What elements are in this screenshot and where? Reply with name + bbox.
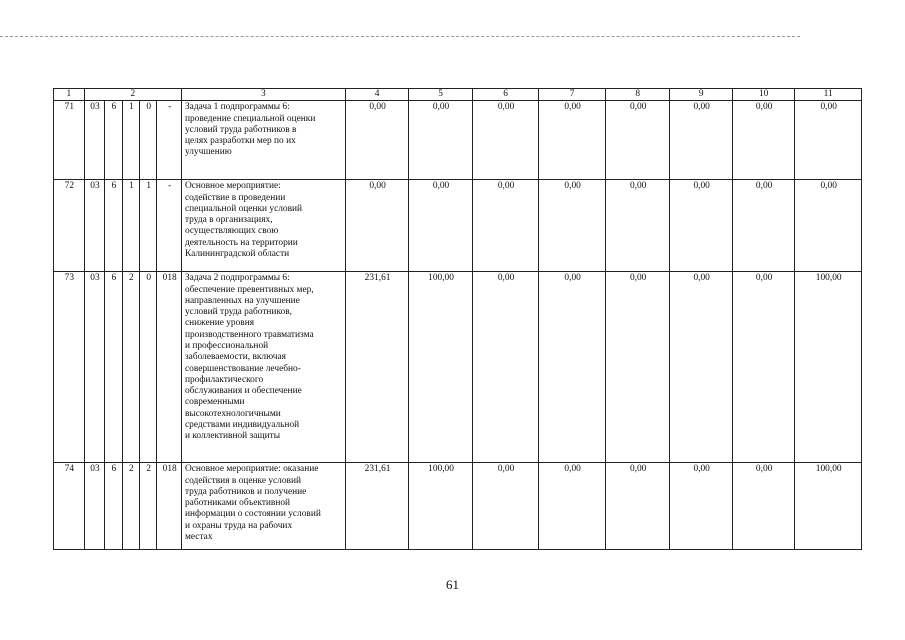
value-cell: 0,00 [472, 180, 539, 272]
code-part-cell: 018 [157, 272, 182, 463]
value-cell: 231,61 [345, 272, 408, 463]
code-part-cell: 1 [140, 180, 157, 272]
row-number-cell: 72 [54, 180, 85, 272]
row-number-cell: 74 [54, 463, 85, 550]
code-part-cell: 2 [140, 463, 157, 550]
value-cell: 0,00 [605, 180, 670, 272]
value-cell: 0,00 [605, 463, 670, 550]
table-row [54, 180, 862, 272]
header-cell-6: 6 [472, 89, 539, 101]
code-part-cell: 03 [84, 101, 104, 180]
header-cell-5: 5 [409, 89, 472, 101]
value-cell: 0,00 [472, 463, 539, 550]
code-part-cell: 2 [122, 463, 139, 550]
value-cell: 231,61 [345, 463, 408, 550]
code-part-cell: 1 [122, 180, 139, 272]
value-cell: 0,00 [345, 180, 408, 272]
header-cell-10: 10 [732, 89, 794, 101]
value-cell: 0,00 [472, 101, 539, 180]
code-part-cell: 1 [122, 101, 139, 180]
code-part-cell: 0 [140, 272, 157, 463]
row-number-cell: 71 [54, 101, 85, 180]
value-cell: 0,00 [732, 272, 794, 463]
value-cell: 0,00 [795, 101, 862, 180]
value-cell: 0,00 [670, 101, 732, 180]
code-part-cell: 2 [122, 272, 139, 463]
description-cell: Задача 2 подпрограммы 6: обеспечение превентивных мер, направленных на улучшение условий труда работников, снижение уровня производственного травматизма и профессиональной заболеваемости, включая совершенствование лечебно- профилактического обслуживания и обеспечение современными высокотехнологичными средствами индивидуальной и коллективной защиты [181, 272, 345, 463]
value-cell: 0,00 [670, 463, 732, 550]
value-cell: 0,00 [539, 272, 606, 463]
table-row [54, 101, 862, 180]
code-part-cell: 03 [84, 463, 104, 550]
code-part-cell: - [157, 180, 182, 272]
code-part-cell: 03 [84, 272, 104, 463]
value-cell: 100,00 [409, 272, 472, 463]
code-part-cell: - [157, 101, 182, 180]
header-cell-7: 7 [539, 89, 606, 101]
value-cell: 0,00 [605, 101, 670, 180]
value-cell: 0,00 [539, 463, 606, 550]
value-cell: 0,00 [670, 180, 732, 272]
header-cell-1: 1 [54, 89, 85, 101]
value-cell: 100,00 [409, 463, 472, 550]
value-cell: 0,00 [409, 180, 472, 272]
page-number: 61 [446, 577, 459, 592]
value-cell: 0,00 [345, 101, 408, 180]
code-part-cell: 6 [105, 180, 122, 272]
top-divider [0, 36, 800, 37]
code-part-cell: 03 [84, 180, 104, 272]
table-row [54, 463, 862, 550]
value-cell: 0,00 [732, 101, 794, 180]
budget-table [53, 88, 862, 550]
header-row [54, 89, 862, 101]
header-cell-3: 3 [181, 89, 345, 101]
header-cell-9: 9 [670, 89, 732, 101]
value-cell: 100,00 [795, 463, 862, 550]
value-cell: 0,00 [539, 180, 606, 272]
description-cell: Основное мероприятие: оказание содействия в оценке условий труда работников и получение работниками объективной информации о состоянии условий и охраны труда на рабочих местах [181, 463, 345, 550]
code-part-cell: 018 [157, 463, 182, 550]
description-cell: Основное мероприятие: содействие в проведении специальной оценки условий труда в организациях, осуществляющих свою деятельность на территории Калининградской области [181, 180, 345, 272]
header-cell-4: 4 [345, 89, 408, 101]
value-cell: 0,00 [732, 180, 794, 272]
value-cell: 100,00 [795, 272, 862, 463]
row-number-cell: 73 [54, 272, 85, 463]
description-cell: Задача 1 подпрограммы 6: проведение специальной оценки условий труда работников в целях разработки мер по их улучшению [181, 101, 345, 180]
header-cell-8: 8 [605, 89, 670, 101]
code-part-cell: 0 [140, 101, 157, 180]
code-part-cell: 6 [105, 101, 122, 180]
value-cell: 0,00 [539, 101, 606, 180]
table-row [54, 272, 862, 463]
code-part-cell: 6 [105, 272, 122, 463]
header-cell-2: 2 [84, 89, 181, 101]
value-cell: 0,00 [605, 272, 670, 463]
table-body [54, 101, 862, 550]
value-cell: 0,00 [795, 180, 862, 272]
value-cell: 0,00 [472, 272, 539, 463]
value-cell: 0,00 [670, 272, 732, 463]
code-part-cell: 6 [105, 463, 122, 550]
header-cell-11: 11 [795, 89, 862, 101]
value-cell: 0,00 [409, 101, 472, 180]
value-cell: 0,00 [732, 463, 794, 550]
